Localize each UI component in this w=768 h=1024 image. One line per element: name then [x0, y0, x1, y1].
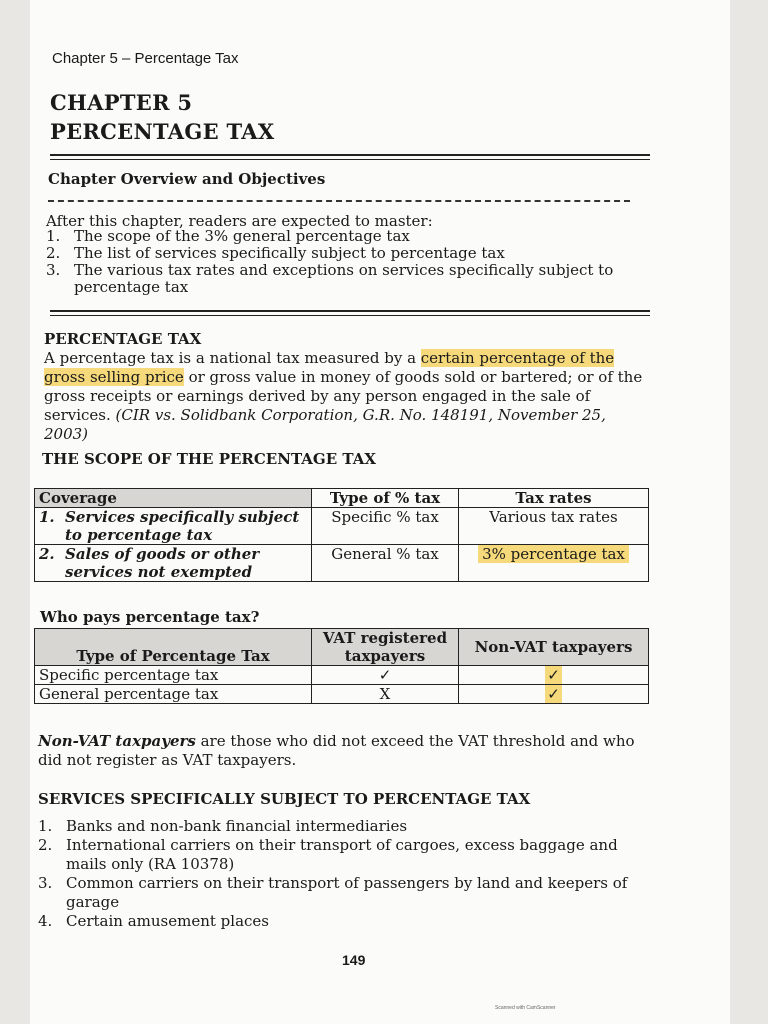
- scope-heading: THE SCOPE OF THE PERCENTAGE TAX: [42, 450, 377, 468]
- coverage-text: Services specifically subject to percentage tax: [65, 508, 300, 544]
- percentage-tax-heading: PERCENTAGE TAX: [44, 330, 202, 348]
- list-item: [38, 817, 648, 836]
- intro-text: After this chapter, readers are expected to master:: [46, 212, 433, 230]
- who-pays-table: [34, 628, 649, 704]
- nonvat-cell: [459, 666, 649, 685]
- item-num: 3.: [38, 874, 53, 892]
- coverage-cell: [35, 508, 312, 545]
- services-list: [38, 817, 648, 931]
- header-type: Type of % tax: [312, 489, 459, 508]
- vat-cell: ✓: [312, 666, 459, 685]
- definition-highlight: certain percentage of the gross selling price: [44, 349, 615, 386]
- nonvat-term: Non-VAT taxpayers: [38, 732, 196, 750]
- rate-cell: [459, 545, 649, 582]
- list-item: [38, 912, 648, 931]
- case-citation: (CIR vs. Solidbank Corporation, G.R. No. 148191, November 25, 2003): [44, 406, 606, 443]
- nonvat-note: [38, 732, 648, 770]
- nonvat-text: are those who did not exceed the VAT threshold and who did not register as VAT taxpayers.: [38, 732, 635, 769]
- header-rates: Tax rates: [459, 489, 649, 508]
- table-header-row: [35, 489, 649, 508]
- type-cell: Specific percentage tax: [35, 666, 312, 685]
- table-row: [35, 545, 649, 582]
- item-text: Certain amusement places: [66, 912, 269, 930]
- section-rule-thin: [50, 315, 650, 316]
- type-cell: Specific % tax: [312, 508, 459, 545]
- dashed-divider: [48, 200, 630, 202]
- header-nonvat: Non-VAT taxpayers: [459, 629, 649, 666]
- objective-num: 2.: [46, 244, 61, 262]
- objective-num: 3.: [46, 261, 61, 279]
- item-num: 4.: [38, 912, 53, 930]
- section-rule: [50, 310, 650, 312]
- item-num: 2.: [38, 836, 53, 854]
- row-num: 1.: [39, 508, 55, 526]
- header-coverage: Coverage: [35, 489, 312, 508]
- chapter-name: PERCENTAGE TAX: [50, 119, 275, 144]
- list-item: [38, 874, 648, 912]
- objective-item: [46, 245, 646, 262]
- coverage-text: Sales of goods or other services not exempted: [65, 545, 260, 581]
- definition-text-2: or gross value in money of goods sold or bartered; or of the gross receipts or earnings derived by any person engaged in the sale of services.: [44, 368, 643, 424]
- definition-text-1: A percentage tax is a national tax measured by a: [44, 349, 421, 367]
- table-row: [35, 666, 649, 685]
- table-header-row: [35, 629, 649, 666]
- table-row: [35, 685, 649, 704]
- chapter-title: [50, 88, 274, 146]
- item-text: International carriers on their transport of cargoes, excess baggage and mails only (RA 10378): [66, 836, 618, 873]
- row-num: 2.: [39, 545, 55, 563]
- title-rule-thin: [50, 159, 650, 160]
- running-head: Chapter 5 – Percentage Tax: [52, 50, 239, 67]
- objective-num: 1.: [46, 227, 61, 245]
- definition-paragraph: [44, 349, 644, 444]
- objective-text: The scope of the 3% general percentage tax: [74, 227, 410, 245]
- header-vat: VAT registered taxpayers: [312, 629, 459, 666]
- check-mark-icon: ✓: [547, 666, 560, 684]
- coverage-cell: [35, 545, 312, 582]
- page-number: 149: [342, 952, 366, 968]
- rate-cell: Various tax rates: [459, 508, 649, 545]
- item-num: 1.: [38, 817, 53, 835]
- rate-highlight: 3% percentage tax: [478, 545, 629, 563]
- type-cell: General % tax: [312, 545, 459, 582]
- coverage-table: [34, 488, 649, 582]
- vat-cell: X: [312, 685, 459, 704]
- services-heading: SERVICES SPECIFICALLY SUBJECT TO PERCENTAGE TAX: [38, 790, 531, 808]
- objective-text: The various tax rates and exceptions on services specifically subject to percentage tax: [74, 261, 614, 296]
- table-row: [35, 508, 649, 545]
- item-text: Common carriers on their transport of passengers by land and keepers of garage: [66, 874, 628, 911]
- nonvat-cell: [459, 685, 649, 704]
- objective-item: [46, 228, 646, 245]
- type-cell: General percentage tax: [35, 685, 312, 704]
- title-rule: [50, 154, 650, 156]
- header-type: Type of Percentage Tax: [35, 629, 312, 666]
- objectives-list: [46, 228, 646, 296]
- objective-text: The list of services specifically subject to percentage tax: [74, 244, 505, 262]
- item-text: Banks and non-bank financial intermediaries: [66, 817, 408, 835]
- chapter-label: CHAPTER 5: [50, 90, 193, 115]
- overview-heading: Chapter Overview and Objectives: [48, 170, 326, 188]
- check-mark-icon: ✓: [547, 685, 560, 703]
- objective-item: [46, 262, 646, 296]
- who-pays-heading: Who pays percentage tax?: [40, 608, 260, 626]
- scanner-watermark: Scanned with CamScanner: [495, 1005, 556, 1011]
- list-item: [38, 836, 648, 874]
